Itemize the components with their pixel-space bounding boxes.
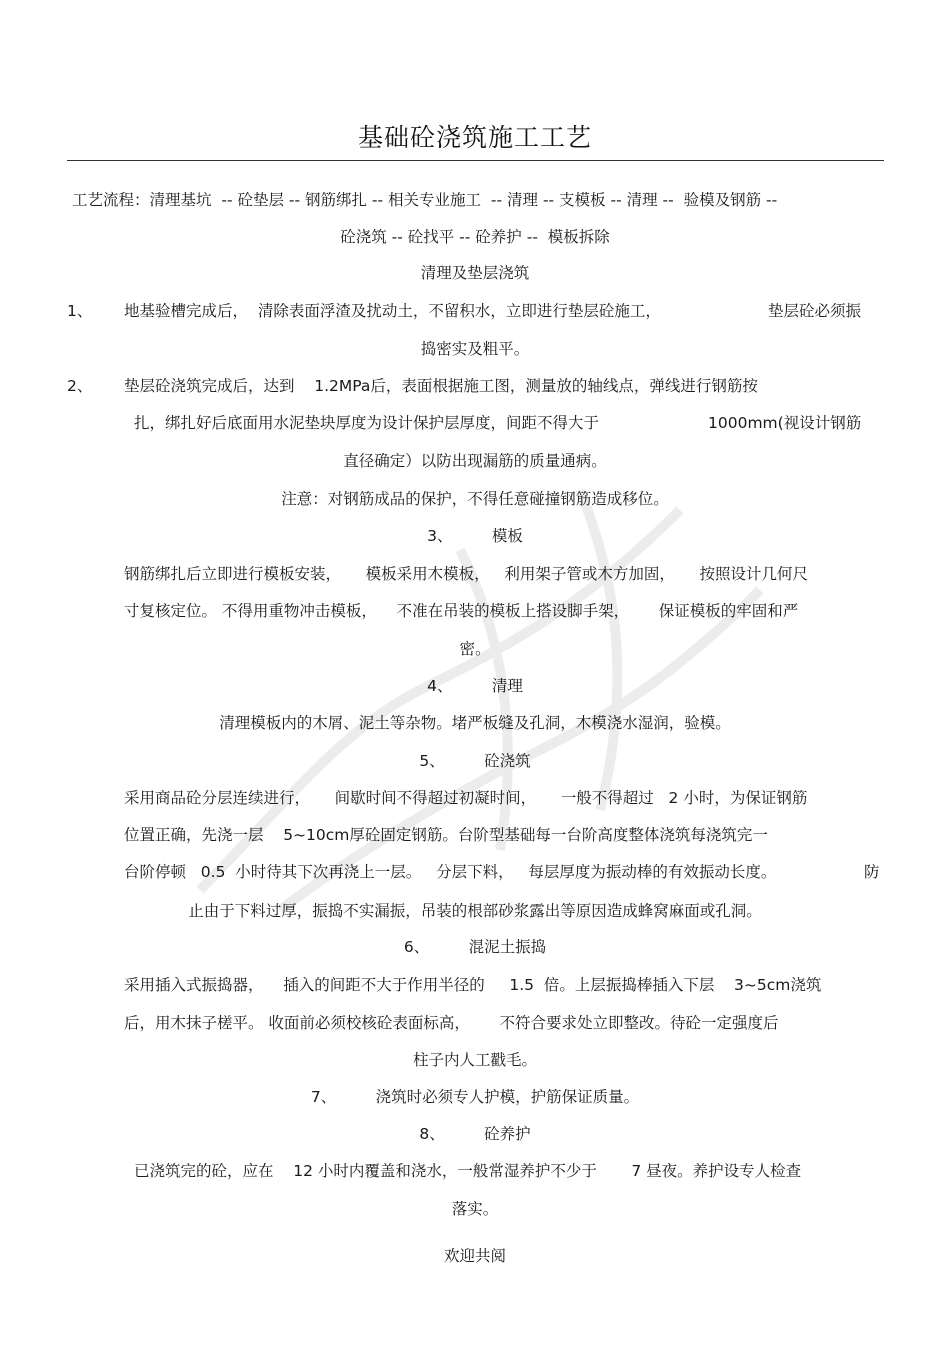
section-heading: 清理及垫层浇筑 xyxy=(420,264,530,282)
text-line: 地基验槽完成后， 清除表面浮渣及扰动土，不留积水，立即进行垫层砼施工， xyxy=(124,302,661,320)
section-heading: 7、 浇筑时必须专人护模，护筋保证质量。 xyxy=(310,1088,640,1106)
text-line: 砼浇筑 -- 砼找平 -- 砼养护 -- 模板拆除 xyxy=(340,228,610,246)
footer-text: 欢迎共阅 xyxy=(443,1247,506,1265)
text-line: 工艺流程：清理基坑 -- 砼垫层 -- 钢筋绑扎 -- 相关专业施工 -- 清理 -- 支模板 -- 清理 -- 验模及钢筋 -- xyxy=(72,191,778,209)
text-line: 直径确定）以防出现漏筋的质量通病。 xyxy=(343,452,607,470)
text-line: 采用插入式振捣器， 插入的间距不大于作用半径的 1.5 倍。上层振捣棒插入下层 3~5cm浇筑 xyxy=(124,976,822,994)
text-line: 止由于下料过厚，振捣不实漏振，吊装的根部砂浆露出等原因造成蜂窝麻面或孔洞。 xyxy=(188,902,762,920)
text-line: 防 xyxy=(864,863,880,881)
text-line: 扎，绑扎好后底面用水泥垫块厚度为设计保护层厚度，间距不得大于 xyxy=(134,414,600,432)
text-line: 柱子内人工戳毛。 xyxy=(412,1051,537,1069)
note-line: 注意：对钢筋成品的保护，不得任意碰撞钢筋造成移位。 xyxy=(281,490,669,508)
text-line: 垫层砼浇筑完成后，达到 1.2MPa后，表面根据施工图，测量放的轴线点，弹线进行钢筋按 xyxy=(124,377,758,395)
section-heading: 3、 模板 xyxy=(427,527,523,545)
text-line: 密。 xyxy=(459,640,491,658)
text-line: 1000mm(视设计钢筋 xyxy=(708,414,862,432)
text-line: 落实。 xyxy=(451,1200,499,1218)
section-heading: 6、 混泥土振捣 xyxy=(403,938,547,956)
title-underline xyxy=(67,160,884,161)
text-line: 钢筋绑扎后立即进行模板安装， 模板采用木模板， 利用架子管或木方加固， 按照设计几何尺 xyxy=(124,565,809,583)
text-line: 已浇筑完的砼，应在 12 小时内覆盖和浇水，一般常湿养护不少于 7 昼夜。养护设专人检查 xyxy=(134,1162,802,1180)
section-heading: 5、 砼浇筑 xyxy=(419,752,531,770)
list-number: 1、 xyxy=(67,302,93,320)
text-line: 垫层砼必须振 xyxy=(768,302,862,320)
text-line: 寸复核定位。 不得用重物冲击模板， 不准在吊装的模板上搭设脚手架， 保证模板的牢固和严 xyxy=(124,602,799,620)
text-line: 后，用木抹子槎平。 收面前必须校核砼表面标高， 不符合要求处立即整改。待砼一定强度后 xyxy=(124,1014,779,1032)
text-line: 台阶停顿 0.5 小时待其下次再浇上一层。 分层下料， 每层厚度为振动棒的有效振动长度。 xyxy=(124,863,777,881)
text-line: 采用商品砼分层连续进行， 间歇时间不得超过初凝时间， 一般不得超过 2 小时，为保证钢筋 xyxy=(124,789,808,807)
text-line: 位置正确，先浇一层 5~10cm厚砼固定钢筋。台阶型基础每一台阶高度整体浇筑每浇筑完一 xyxy=(124,826,768,844)
text-line: 清理模板内的木屑、泥土等杂物。堵严板缝及孔洞，木模浇水湿润，验模。 xyxy=(219,714,731,732)
section-heading: 4、 清理 xyxy=(427,677,523,695)
text-line: 捣密实及粗平。 xyxy=(420,340,530,358)
document-title: 基础砼浇筑施工工艺 xyxy=(357,123,592,152)
section-heading: 8、 砼养护 xyxy=(419,1125,531,1143)
list-number: 2、 xyxy=(67,377,93,395)
